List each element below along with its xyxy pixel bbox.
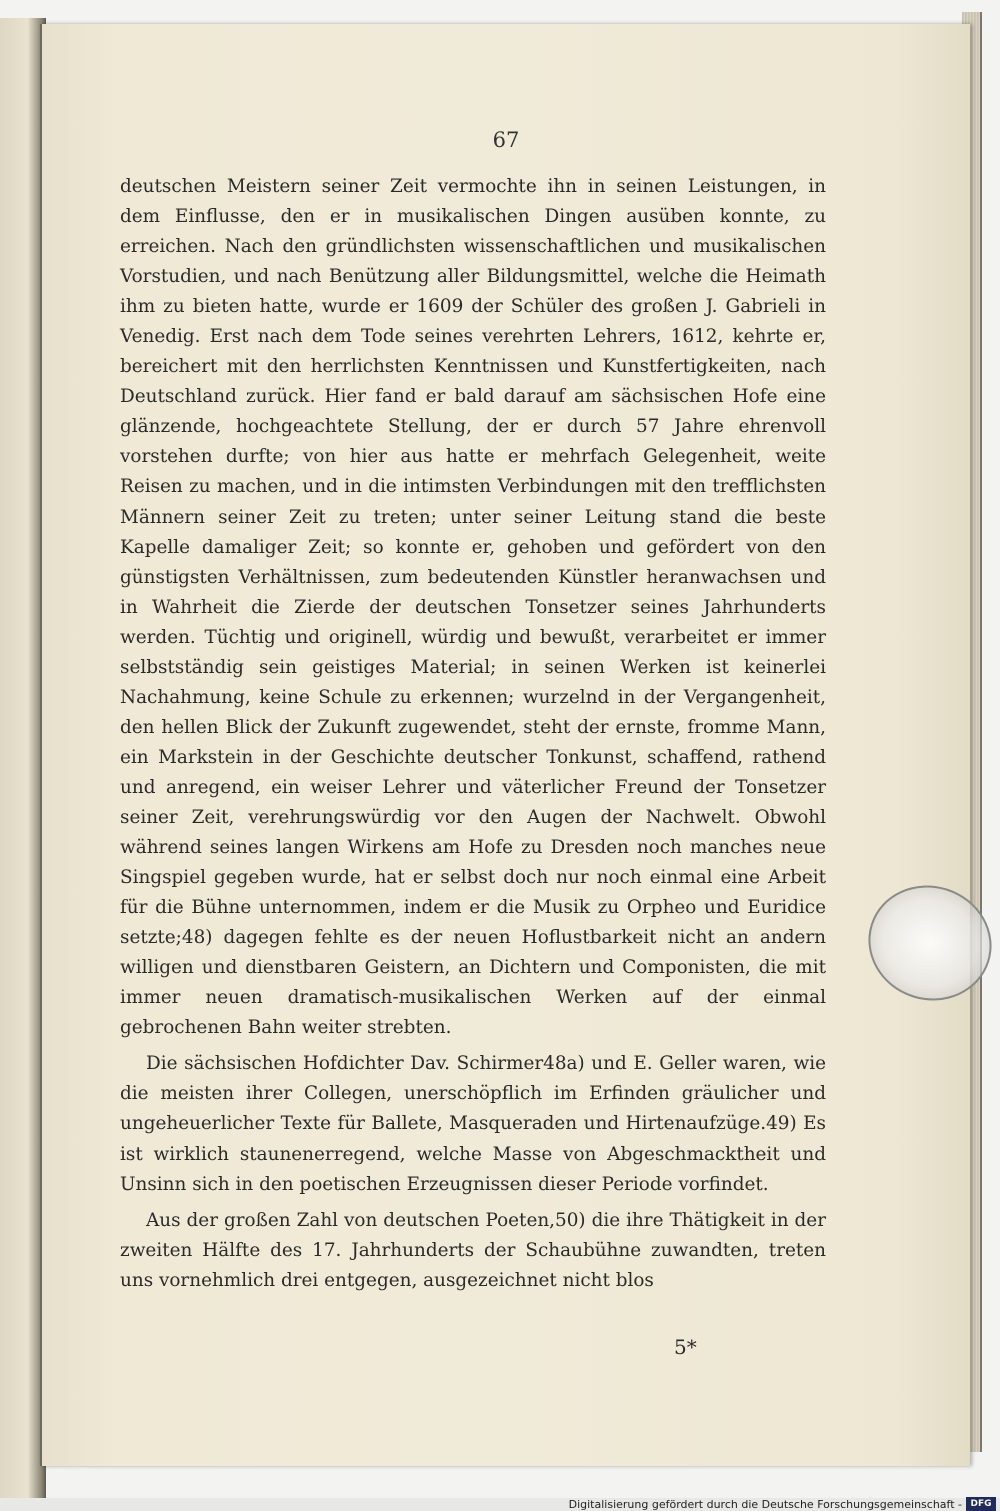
book-page bbox=[40, 24, 970, 1466]
dfg-logo: DFG bbox=[966, 1497, 996, 1511]
signature-mark: 5* bbox=[674, 1335, 697, 1359]
page-number: 67 bbox=[492, 128, 520, 152]
paragraph: deutschen Meistern seiner Zeit vermochte ihn in seinen Leistungen, in dem Einflusse, den er in musikalischen Dingen ausüben konnte, zu erreichen. Nach den gründlichsten wissenschaftlichen und musikalischen Vorstudien, und nach Benützung aller Bildungsmittel, welche die Heimath ihm zu bieten hatte, wurde er 1609 der Schüler des großen J. Gabrieli in Venedig. Erst nach dem Tode seines verehrten Lehrers, 1612, kehrte er, bereichert mit den herrlichsten Kenntnissen und Kunstfertigkeiten, nach Deutschland zurück. Hier fand er bald darauf am sächsischen Hofe eine glänzende, hochgeachtete Stellung, der er durch 57 Jahre ehrenvoll vorstehen durfte; von hier aus hatte er mehrfach Gelegenheit, weite Reisen zu machen, und in die intimsten Verbindungen mit den trefflichsten Männern seiner Zeit zu treten; unter seiner Leitung stand die beste Kapelle damaliger Zeit; so konnte er, gehoben und gefördert von den günstigsten Verhältnissen, zum bedeutenden Künstler heranwachsen und in Wahrheit die Zierde der deutschen Tonsetzer seines Jahrhunderts werden. Tüchtig und originell, würdig und bewußt, verarbeitet er immer selbstständig sein geistiges Material; in seinen Werken ist keinerlei Nachahmung, keine Schule zu erkennen; wurzelnd in der Vergangenheit, den hellen Blick der Zukunft zugewendet, steht der ernste, fromme Mann, ein Markstein in der Geschichte deutscher Tonkunst, schaffend, rathend und anregend, ein weiser Lehrer und väterlicher Freund der Tonsetzer seiner Zeit, verehrungswürdig vor den Augen der Nachwelt. Obwohl während seines langen Wirkens am Hofe zu Dresden noch manches neue Singspiel gegeben wurde, hat er selbst doch nur noch einmal eine Arbeit für die Bühne unternommen, indem er die Musik zu Orpheo und Euridice setzte;48) dagegen fehlte es der neuen Hoflustbarkeit nicht an andern willigen und dienstbaren Geistern, an Dichtern und Componisten, die mit immer neuen dramatisch-musikalischen Werken auf der einmal gebrochenen Bahn weiter strebten. bbox=[120, 176, 826, 1039]
footer-credit: Digitalisierung gefördert durch die Deutsche Forschungsgemeinschaft - bbox=[568, 1498, 962, 1511]
paragraph: Die sächsischen Hofdichter Dav. Schirmer48a) und E. Geller waren, wie die meisten ihrer Collegen, unerschöpflich im Erfinden gräulicher und ungeheuerlicher Texte für Ballete, Masqueraden und Hirtenaufzüge.49) Es ist wirklich staunenerregend, welche Masse von Abgeschmacktheit und Unsinn sich in den poetischen Erzeugnissen dieser Periode vorfindet. bbox=[120, 1053, 826, 1195]
paragraph: Aus der großen Zahl von deutschen Poeten,50) die ihre Thätigkeit in der zweiten Hälfte des 17. Jahrhunderts der Schaubühne zuwandten, treten uns vornehmlich drei entgegen, ausgezeichnet nicht blos bbox=[120, 1209, 826, 1291]
body-text bbox=[120, 172, 826, 1296]
